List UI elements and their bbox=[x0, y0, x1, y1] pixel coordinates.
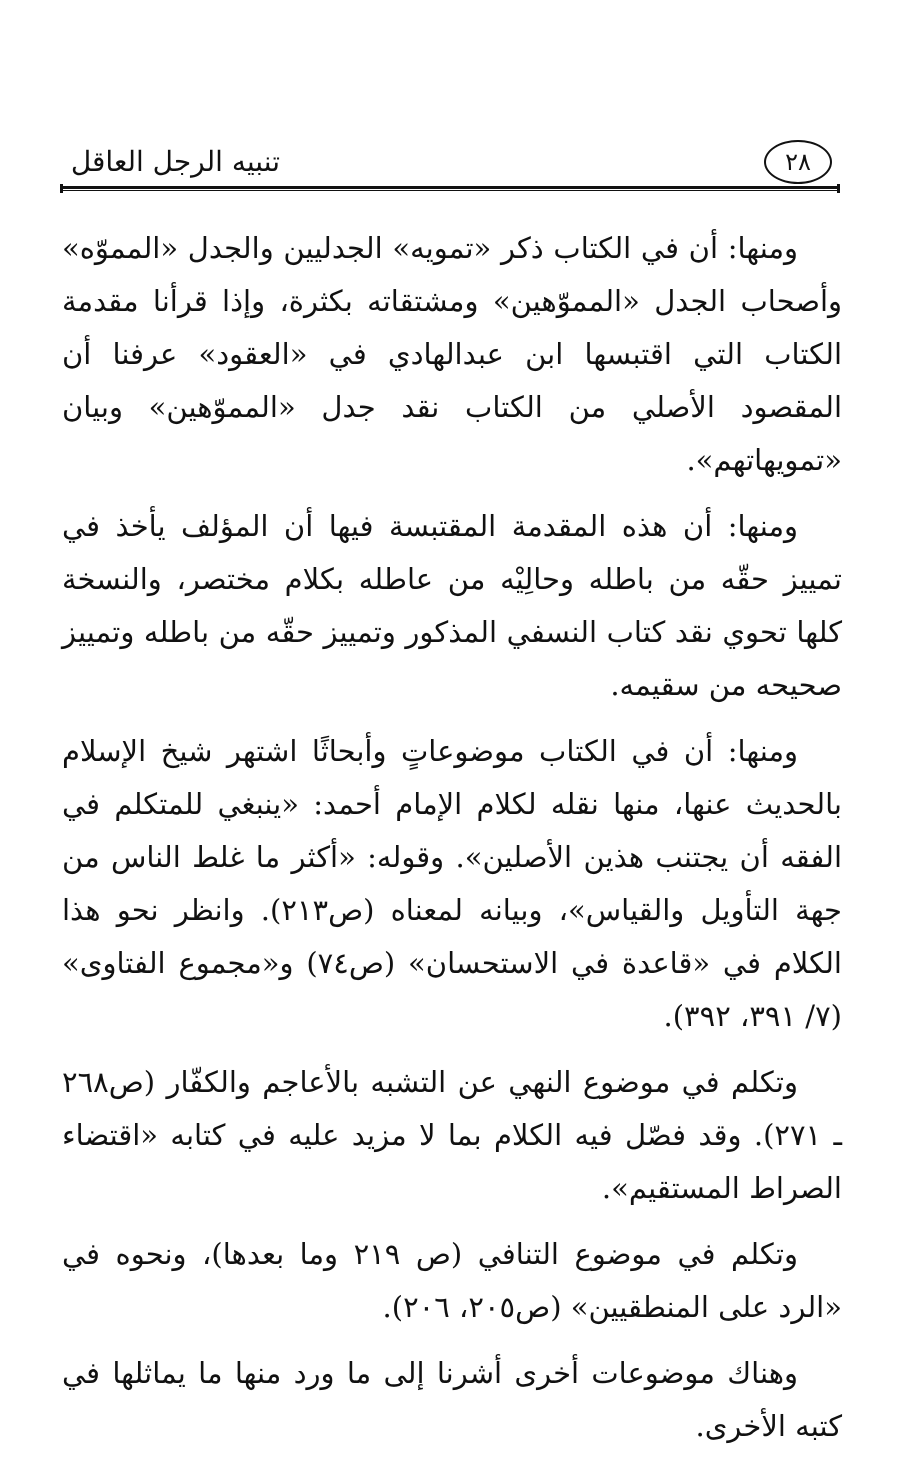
header-rule-left-cap bbox=[60, 184, 63, 193]
paragraph-2: ومنها: أن هذه المقدمة المقتبسة فيها أن المؤلف يأخذ في تمييز حقّه من باطله وحالِيْه من عاطله بكلام مختصر، والنسخة كلها تحوي نقد كتاب النسفي المذكور وتمييز حقّه من باطله وتمييز صحيحه من سقيمه. bbox=[62, 509, 842, 702]
paragraph-1: ومنها: أن في الكتاب ذكر «تمويه» الجدليين والجدل «المموّه» وأصحاب الجدل «المموّهين» ومشتقاته بكثرة، وإذا قرأنا مقدمة الكتاب التي اقتبسها ابن عبدالهادي في «العقود» عرفنا أن المقصود الأصلي من الكتاب نقد جدل «المموّهين» وبيان «تمويهاتهم». bbox=[62, 231, 842, 477]
header-rule bbox=[60, 186, 840, 191]
page-body bbox=[62, 222, 842, 1466]
page-number-badge: ٢٨ bbox=[764, 140, 832, 184]
running-title: تنبيه الرجل العاقل bbox=[70, 145, 280, 178]
header-rule-right-cap bbox=[837, 184, 840, 193]
paragraph-6: وهناك موضوعات أخرى أشرنا إلى ما ورد منها ما يماثلها في كتبه الأخرى. bbox=[62, 1356, 842, 1443]
paragraph-5: وتكلم في موضوع التنافي (ص ٢١٩ وما بعدها)، ونحوه في «الرد على المنطقيين» (ص٢٠٥، ٢٠٦). bbox=[62, 1237, 842, 1324]
paragraph-4: وتكلم في موضوع النهي عن التشبه بالأعاجم والكفّار (ص٢٦٨ ـ ٢٧١). وقد فصّل فيه الكلام بما لا مزيد عليه في كتابه «اقتضاء الصراط المستقيم». bbox=[62, 1065, 842, 1205]
page-header bbox=[60, 138, 840, 198]
paragraph-3: ومنها: أن في الكتاب موضوعاتٍ وأبحاثًا اشتهر شيخ الإسلام بالحديث عنها، منها نقله لكلام الإمام أحمد: «ينبغي للمتكلم في الفقه أن يجتنب هذين الأصلين». وقوله: «أكثر ما غلط الناس من جهة التأويل والقياس»، وبيانه لمعناه (ص٢١٣). وانظر نحو هذا الكلام في «قاعدة في الاستحسان» (ص٧٤) و«مجموع الفتاوى» (٧/ ٣٩١، ٣٩٢). bbox=[62, 734, 842, 1033]
